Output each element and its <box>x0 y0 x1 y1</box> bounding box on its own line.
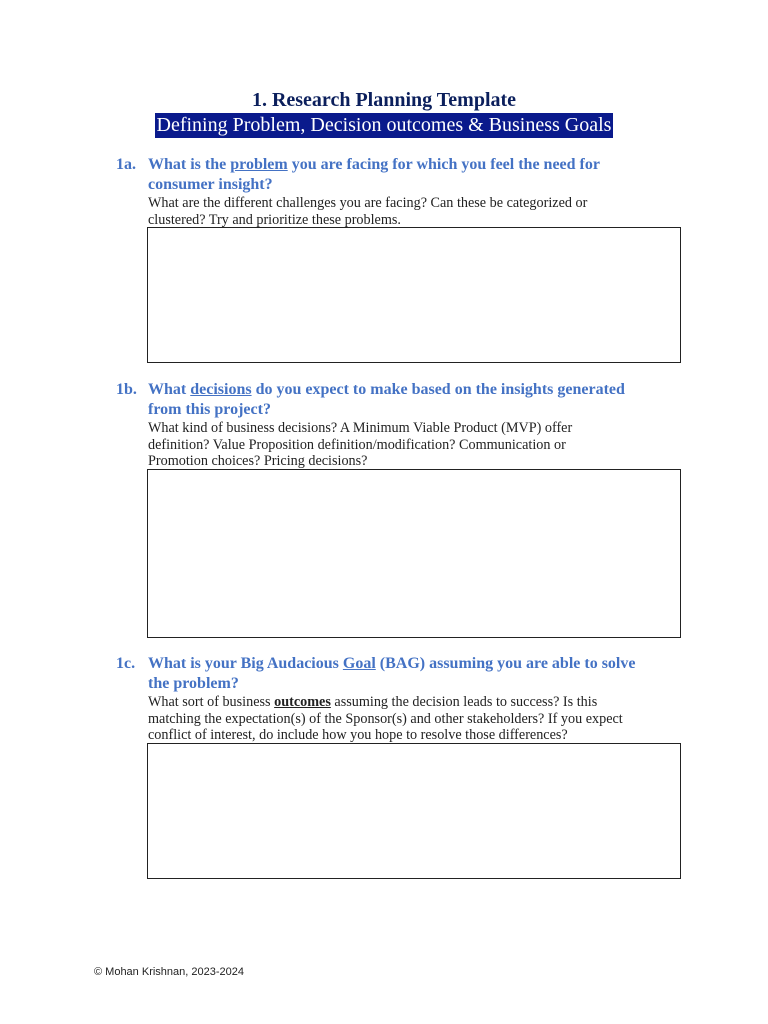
question-text: (BAG) assuming you are able to solve <box>375 655 636 672</box>
description-1b <box>148 420 682 470</box>
description-line: What kind of business decisions? A Minimum Viable Product (MVP) offer <box>148 420 573 436</box>
subtitle-banner <box>0 113 768 138</box>
answer-box-1b[interactable] <box>147 469 681 638</box>
document-subtitle: Defining Problem, Decision outcomes & Business Goals <box>156 114 612 136</box>
question-number: 1b. <box>116 381 137 398</box>
description-line <box>148 694 682 711</box>
document-title: 1. Research Planning Template <box>251 89 517 111</box>
question-keyword: problem <box>230 156 288 173</box>
question-1a <box>116 155 682 195</box>
description-keyword: outcomes <box>274 694 331 710</box>
question-text-line2: from this project? <box>148 401 271 418</box>
answer-box-1a[interactable] <box>147 227 681 363</box>
question-keyword: decisions <box>190 381 252 398</box>
section-1b <box>116 380 682 470</box>
description-1c <box>148 694 682 744</box>
question-text: you are facing for which you feel the need for <box>287 156 600 173</box>
description-line: Promotion choices? Pricing decisions? <box>148 453 368 469</box>
question-text: What is your Big Audacious <box>148 655 343 672</box>
question-text: do you expect to make based on the insights generated <box>251 381 625 398</box>
question-text: What is the <box>148 156 231 173</box>
description-1a <box>148 195 682 228</box>
section-1c <box>116 654 682 744</box>
question-text-line2: the problem? <box>148 675 239 692</box>
question-text: What <box>148 381 191 398</box>
description-line: definition? Value Proposition definition/modification? Communication or <box>148 436 566 453</box>
section-1a <box>116 155 682 228</box>
description-text: What sort of business <box>148 694 275 710</box>
answer-box-1c[interactable] <box>147 743 681 879</box>
description-line: What are the different challenges you are facing? Can these be categorized or <box>148 195 588 211</box>
description-text: assuming the decision leads to success? Is this <box>330 694 598 710</box>
question-number: 1c. <box>116 655 136 672</box>
question-text-line2: consumer insight? <box>148 176 273 193</box>
question-number: 1a. <box>116 156 136 173</box>
footer-copyright: © Mohan Krishnan, 2023-2024 <box>94 966 244 978</box>
description-line: conflict of interest, do include how you hope to resolve those differences? <box>148 727 568 743</box>
description-line: clustered? Try and prioritize these problems. <box>148 211 401 228</box>
question-keyword: Goal <box>342 655 376 672</box>
question-1c <box>116 654 682 694</box>
description-line: matching the expectation(s) of the Sponsor(s) and other stakeholders? If you expect <box>148 710 623 727</box>
question-1b <box>116 380 682 420</box>
